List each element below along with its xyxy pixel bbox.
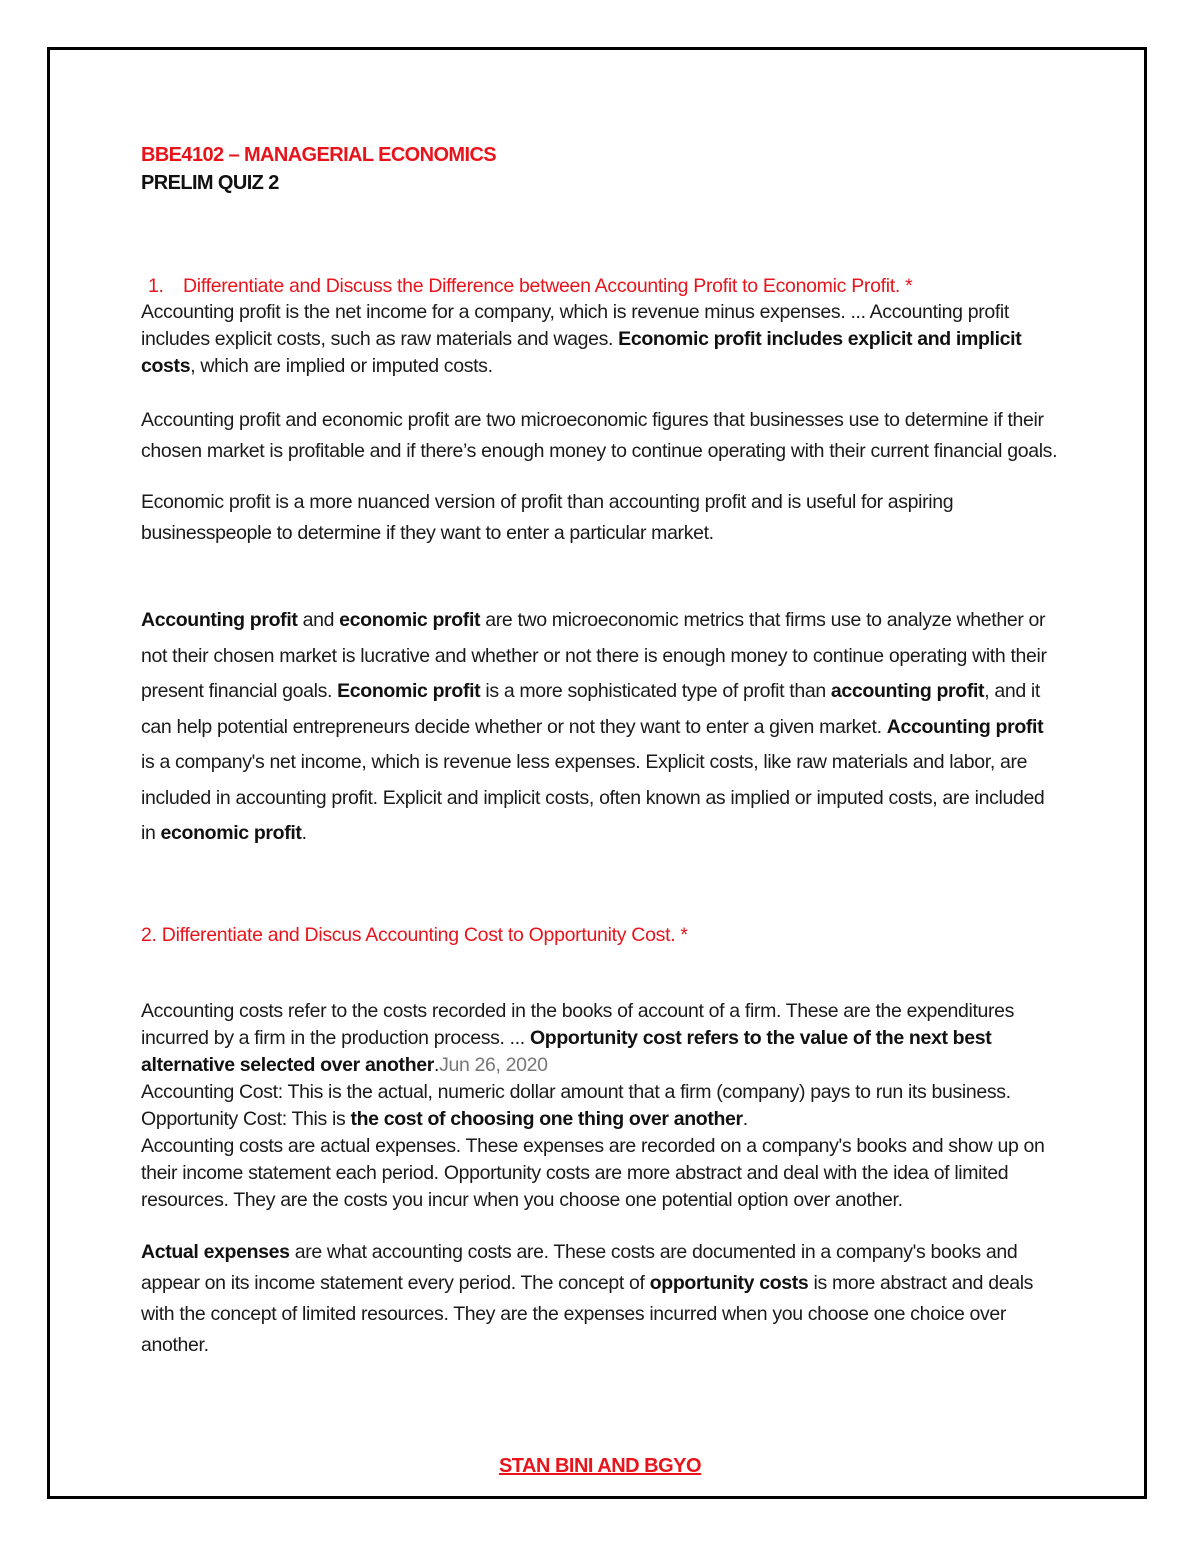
q1-answer-1-text-end: , which are implied or imputed costs.	[190, 355, 493, 377]
course-title: BBE4102 – MANAGERIAL ECONOMICS	[141, 144, 497, 166]
answer-text: is a more sophisticated type of profit than	[480, 680, 831, 702]
q1-answer-2: Accounting profit and economic profit are two microeconomic figures that businesses use to determine if their chosen market is profitable and if there’s enough money to continue operating with their current financial goals.	[141, 409, 1058, 462]
q1-answer-1	[141, 299, 1061, 380]
bold-term: Economic profit	[337, 680, 481, 702]
bold-term: Opportunity cost refers to the value of the next best alternative selected over another	[141, 1026, 992, 1076]
q2-answer-1	[141, 998, 1061, 1079]
bold-term: Accounting profit	[886, 715, 1044, 738]
q2-answer-2: Accounting Cost: This is the actual, numeric dollar amount that a firm (company) pays to run its business.	[141, 1080, 1011, 1103]
answer-text: is a company's net income, which is revenue less expenses. Explicit costs, like raw materials and labor, are included in accounting profit. Explicit and implicit costs, often known as implied or imputed costs, are included in	[141, 751, 1045, 844]
q1-answer-1-bold: Economic profit includes explicit and implicit costs	[141, 328, 1022, 377]
bold-term: accounting profit	[830, 680, 985, 702]
question-1-text: Differentiate and Discuss the Difference between Accounting Profit to Economic Profit. *	[183, 275, 913, 297]
answer-text: is more abstract and deals with the concept of limited resources. They are the expenses incurred when you choose one choice over another.	[141, 1271, 1034, 1356]
q2-answer-3	[141, 1106, 1061, 1133]
answer-text: are what accounting costs are. These costs are documented in a company's books and appear on its income statement every period. The concept of	[141, 1240, 1018, 1294]
q2-answer-5	[141, 1237, 1061, 1361]
bold-term: economic profit	[160, 822, 302, 844]
question-1-number: 1.	[148, 275, 164, 297]
answer-text: Accounting costs refer to the costs recorded in the books of account of a firm. These are the expenditures incurred by a firm in the production process. ...	[141, 999, 1015, 1049]
q2-answer-4: Accounting costs are actual expenses. These expenses are recorded on a company's books and show up on their income statement each period. Opportunity costs are more abstract and deal with the idea of limited resources. They are the costs you incur when you choose one potential option over another.	[141, 1134, 1045, 1211]
q1-answer-1-text: Accounting profit is the net income for a company, which is revenue minus expenses. ... Accounting profit includes explicit costs, such as raw materials and wages.	[141, 301, 1009, 350]
q1-answer-4	[141, 603, 1061, 852]
answer-text: .	[742, 1107, 748, 1130]
answer-text: Opportunity Cost: This is	[141, 1107, 351, 1130]
quiz-title: PRELIM QUIZ 2	[141, 172, 279, 194]
footer-signature: STAN BINI AND BGYO	[498, 1455, 702, 1477]
bold-term: opportunity costs	[649, 1271, 809, 1294]
q1-answer-3: Economic profit is a more nuanced version of profit than accounting profit and is useful for aspiring businesspeople to determine if they want to enter a particular market.	[141, 491, 954, 544]
answer-text: .	[434, 1053, 440, 1076]
answer-text: are two microeconomic metrics that firms use to analyze whether or not their chosen market is lucrative and whether or not there is enough money to continue operating with their present financial goals.	[141, 609, 1047, 702]
bold-term: Actual expenses	[141, 1240, 290, 1263]
bold-term: Accounting profit	[141, 609, 298, 631]
bold-term: economic profit	[339, 609, 481, 631]
answer-text: and	[297, 609, 340, 631]
answer-date: Jun 26, 2020	[439, 1053, 548, 1076]
document-body	[141, 141, 1061, 1361]
answer-text: , and it can help potential entrepreneurs decide whether or not they want to enter a given market.	[141, 680, 1040, 738]
question-1	[141, 273, 1061, 299]
answer-text: .	[301, 822, 307, 844]
question-2: 2. Differentiate and Discus Accounting Cost to Opportunity Cost. *	[141, 923, 688, 946]
bold-term: the cost of choosing one thing over another	[350, 1107, 743, 1130]
